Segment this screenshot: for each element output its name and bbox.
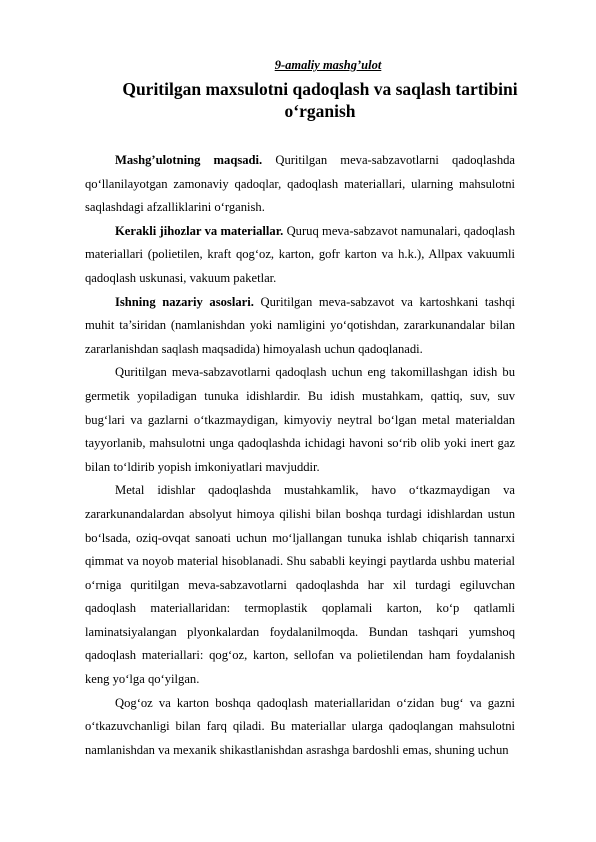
paragraph-materials	[85, 220, 515, 291]
document-body	[85, 149, 515, 762]
title-line-1: Quritilgan maxsulotni qadoqlash va saqlash tartibini	[122, 79, 518, 99]
paragraph-text: Qog‘oz va karton boshqa qadoqlash materiallaridan o‘zidan bug‘ va gazni o‘tkazuvchanligi bilan farq qiladi. Bu materiallar ularga qadoqlangan mahsulotni namlanishdan va mexanik shikastlanishdan asrashga bardoshli emas, shuning uchun	[85, 695, 515, 757]
paragraph-lead: Ishning nazariy asoslari.	[115, 294, 254, 309]
paragraph-text: Quritilgan meva-sabzavotlarni qadoqlash uchun eng takomillashgan idish bu germetik yopiladigan tunuka idishlardir. Bu idish mustahkam, qattiq, suv, suv bug‘lari va gazlarni o‘tkazmaydigan, kimyoviy neytral bo‘lgan metal materialdan tayyorlanib, mahsulotni unga qadoqlashda ichidagi havoni so‘rib olib yoki inert gaz bilan to‘ldirib yopish imkoniyatlari mavjuddir.	[85, 365, 515, 474]
paragraph-paper-cardboard	[85, 692, 515, 763]
paragraph-purpose	[85, 149, 515, 220]
paragraph-tin-containers	[85, 361, 515, 479]
paragraph-text: Quritilgan meva-sabzavotlarni qadoqlashda qo‘llanilayotgan zamonaviy qadoqlar, qadoqlash materiallari, ularning mahsulotni saqlashdagi afzalliklarini o‘rganish.	[85, 153, 515, 215]
paragraph-metal-containers	[85, 479, 515, 691]
title-line-2: o‘rganish	[284, 101, 356, 121]
lab-number-label: 9-amaliy mashg’ulot	[274, 58, 382, 72]
paragraph-text: Metal idishlar qadoqlashda mustahkamlik, havo o‘tkazmaydigan va zararkunandalardan absolyut himoya qilishi bilan boshqa turdagi idishlardan ustun bo‘lsada, oziq-ovqat sanoati uchun mo‘ljallangan tunuka ishlab chiqarish tannarxi qimmat va noyob material hisoblanadi. Shu sababli keyingi paytlarda ushbu material o‘rniga quritilgan meva-sabzavotlarni qadoqlashda har xil turdagi egiluvchan qadoqlash materiallaridan: termoplastik qoplamali karton, ko‘p qatlamli laminatsiyalangan plyonkalardan foydalanilmoqda. Bundan tashqari yumshoq qadoqlash materiallari: qog‘oz, karton, sellofan va polietilendan ham foydalanish keng yo‘lga qo‘yilgan.	[85, 483, 515, 687]
paragraph-theory	[85, 291, 515, 362]
paragraph-lead: Mashg’ulotning maqsadi.	[115, 153, 263, 167]
paragraph-text: Quruq meva-sabzavot namunalari, qadoqlash materiallari (polietilen, kraft qog‘oz, karton, gofr karton va h.k.), Allpax vakuumli qadoqlash uskunasi, vakuum paketlar.	[85, 223, 515, 285]
page-title	[60, 78, 580, 122]
paragraph-lead: Kerakli jihozlar va materiallar.	[115, 223, 284, 238]
paragraph-text: Quritilgan meva-sabzavot va kartoshkani tashqi muhit ta’siridan (namlanishdan yoki namligini yo‘qotishdan, zararkunandalar bilan zararlanishdan saqlash maqsadida) himoyalash uchun qadoqlanadi.	[85, 294, 515, 356]
